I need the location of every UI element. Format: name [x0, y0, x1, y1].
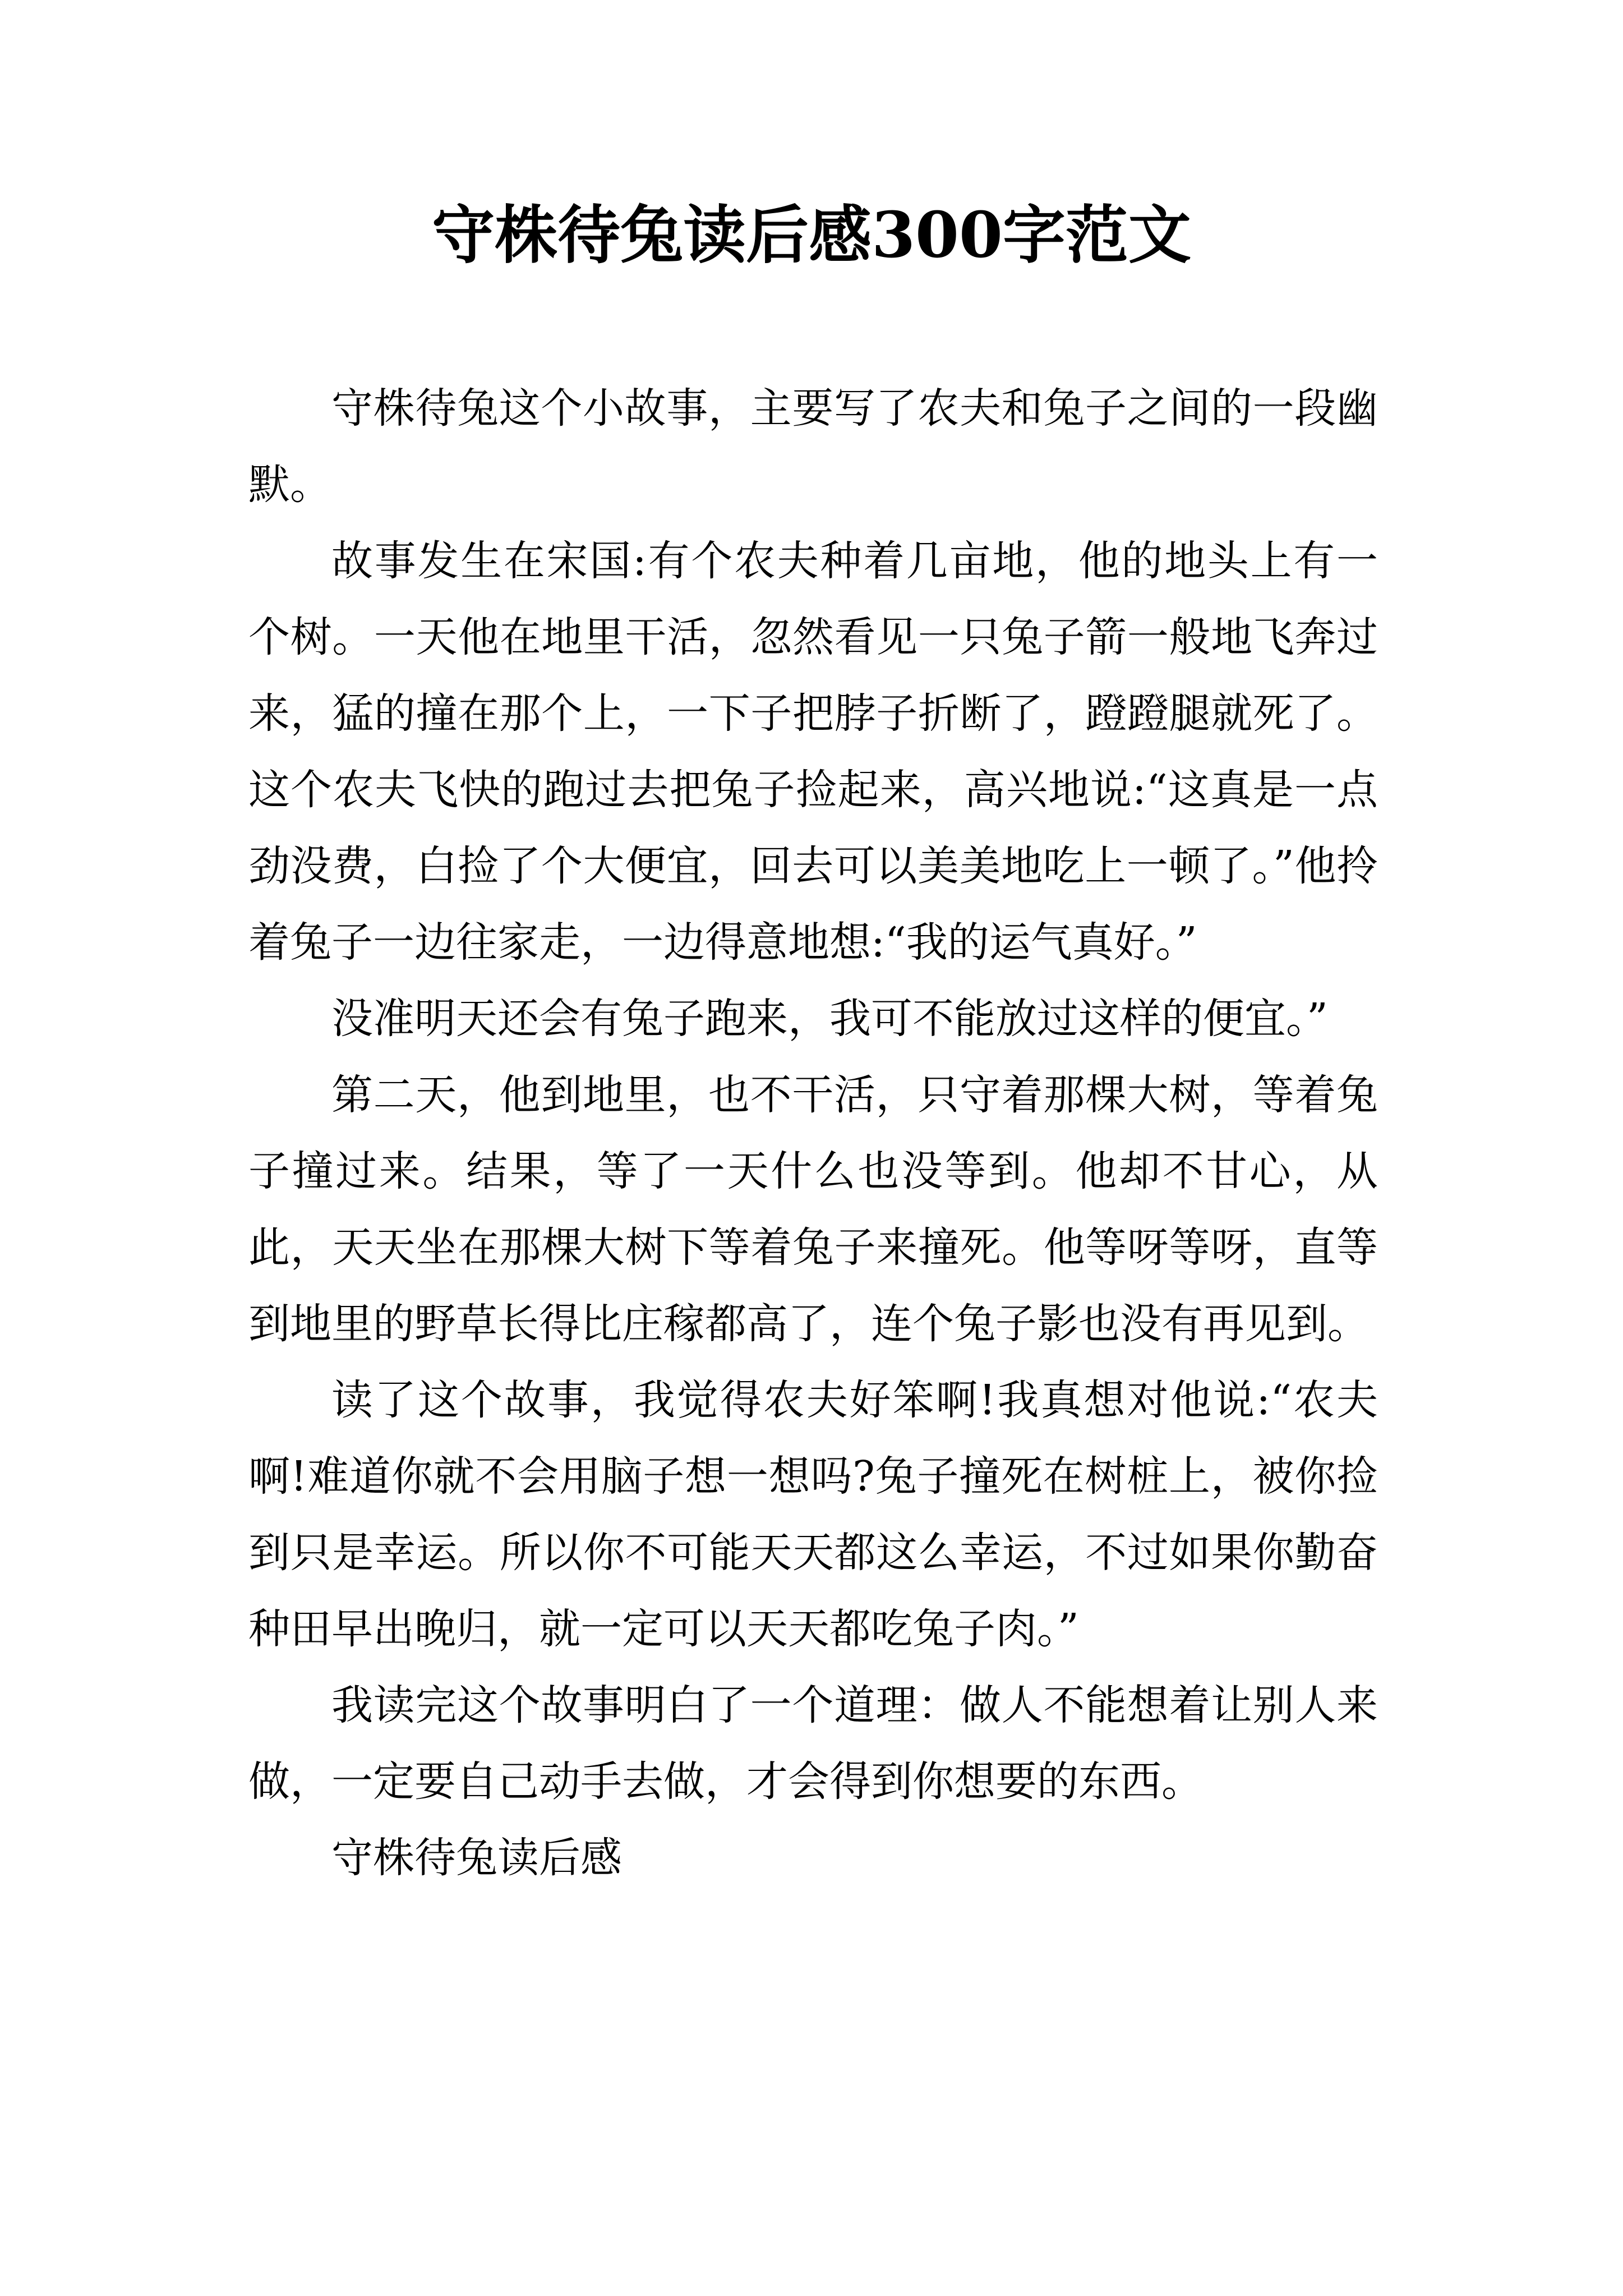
paragraph-story: 故事发生在宋国:有个农夫种着几亩地，他的地头上有一个树。一天他在地里干活，忽然看见一只兔子箭一般地飞奔过来，猛的撞在那个上，一下子把脖子折断了，蹬蹬腿就死了。这个农夫飞快的跑过去把兔子捡起来，高兴地说:“这真是一点劲没费，白捡了个大便宜，回去可以美美地吃上一顿了。”他拎着兔子一边往家走，一边得意地想:“我的运气真好。” [248, 537, 1378, 967]
paragraph-second-day: 第二天，他到地里，也不干活，只守着那棵大树，等着兔子撞过来。结果，等了一天什么也没等到。他却不甘心，从此，天天坐在那棵大树下等着兔子来撞死。他等呀等呀，直等到地里的野草长得比庄稼都高了，连个兔子影也没有再见到。 [248, 1071, 1378, 1348]
paragraph-thought: 没准明天还会有兔子跑来，我可不能放过这样的便宜。” [331, 995, 1328, 1043]
paragraph-closing: 守株待兔读后感 [331, 1834, 622, 1882]
document-title: 守株待兔读后感300字范文 [432, 199, 1191, 272]
paragraph-reflection: 读了这个故事，我觉得农夫好笨啊!我真想对他说:“农夫啊!难道你就不会用脑子想一想吗?兔子撞死在树桩上，被你捡到只是幸运。所以你不可能天天都这么幸运，不过如果你勤奋种田早出晚归，就一定可以天天都吃兔子肉。” [248, 1376, 1378, 1653]
paragraph-lesson: 我读完这个故事明白了一个道理：做人不能想着让别人来做，一定要自己动手去做，才会得到你想要的东西。 [248, 1681, 1378, 1806]
paragraph-intro: 守株待兔这个小故事，主要写了农夫和兔子之间的一段幽默。 [248, 384, 1378, 509]
document-body [248, 370, 1378, 1896]
